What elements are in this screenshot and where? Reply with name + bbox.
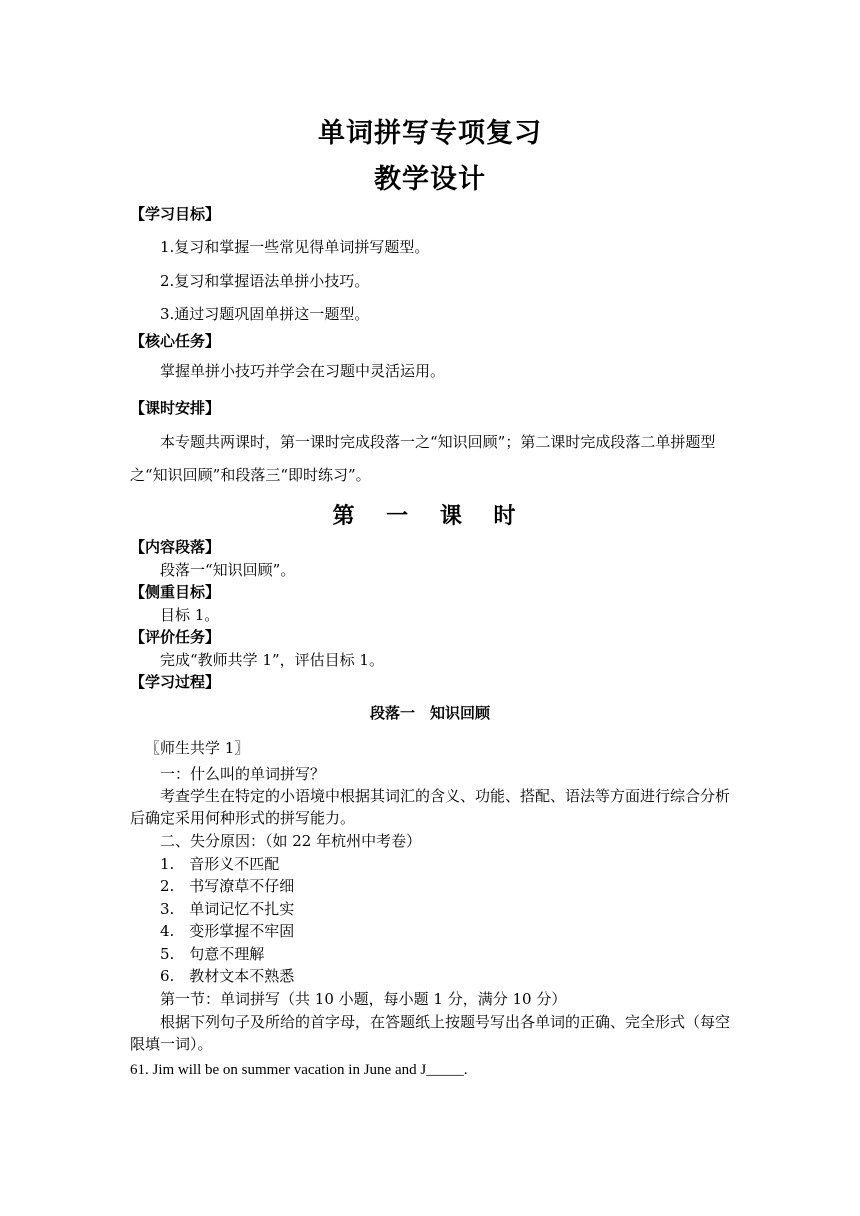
eval-task-heading: 【评价任务】	[130, 628, 221, 646]
focus-goal-heading: 【侧重目标】	[130, 583, 221, 601]
question-1-answer-line2: 后确定采用何种形式的拼写能力。	[130, 809, 356, 827]
reason-item-3: 3. 单词记忆不扎实	[160, 900, 295, 918]
reason-item-4: 4. 变形掌握不牢固	[160, 922, 295, 940]
content-section-heading: 【内容段落】	[130, 538, 221, 556]
question-1: 一：什么叫的单词拼写？	[160, 765, 326, 783]
schedule-line-1: 本专题共两课时，第一课时完成段落一之“知识回顾”；第二课时完成段落二单拼题型	[160, 433, 716, 451]
schedule-heading: 【课时安排】	[130, 399, 221, 417]
reason-item-6: 6. 教材文本不熟悉	[160, 967, 295, 985]
core-task-text: 掌握单拼小技巧并学会在习题中灵活运用。	[160, 362, 446, 380]
reason-item-2: 2. 书写潦草不仔细	[160, 877, 295, 895]
instruction-line2: 限填一词）。	[130, 1035, 213, 1053]
lesson-title: 第 一 课 时	[332, 503, 528, 529]
reason-item-5: 5. 句意不理解	[160, 945, 265, 963]
objective-item-2: 2.复习和掌握语法单拼小技巧。	[160, 272, 370, 290]
objective-item-3: 3.通过习题巩固单拼这一题型。	[160, 305, 370, 323]
example-question-61: 61. Jim will be on summer vacation in June and J_____.	[130, 1062, 468, 1078]
question-2: 二、失分原因：（如 22 年杭州中考卷）	[160, 832, 422, 850]
core-task-heading: 【核心任务】	[130, 332, 221, 350]
question-1-answer-line1: 考查学生在特定的小语境中根据其词汇的含义、功能、搭配、语法等方面进行综合分析	[160, 787, 731, 805]
section-1-title: 第一节：单词拼写（共 10 小题，每小题 1 分，满分 10 分）	[160, 990, 567, 1008]
schedule-line-2: 之“知识回顾”和段落三“即时练习”。	[130, 466, 371, 484]
paragraph-title: 段落一 知识回顾	[369, 704, 490, 722]
document-title-line1: 单词拼写专项复习	[318, 118, 542, 149]
co-learn-label: 〖师生共学 1〗	[145, 739, 250, 757]
objective-item-1: 1.复习和掌握一些常见得单词拼写题型。	[160, 238, 430, 256]
instruction-line1: 根据下列句子及所给的首字母，在答题纸上按题号写出各单词的正确、完全形式（每空	[160, 1013, 731, 1031]
process-heading: 【学习过程】	[130, 673, 221, 691]
focus-goal-text: 目标 1。	[160, 606, 220, 624]
reason-item-1: 1. 音形义不匹配	[160, 855, 280, 873]
objectives-heading: 【学习目标】	[130, 205, 221, 223]
document-title-line2: 教学设计	[374, 164, 486, 195]
content-section-text: 段落一“知识回顾”。	[160, 561, 296, 579]
eval-task-text: 完成“教师共学 1”，评估目标 1。	[160, 651, 384, 669]
